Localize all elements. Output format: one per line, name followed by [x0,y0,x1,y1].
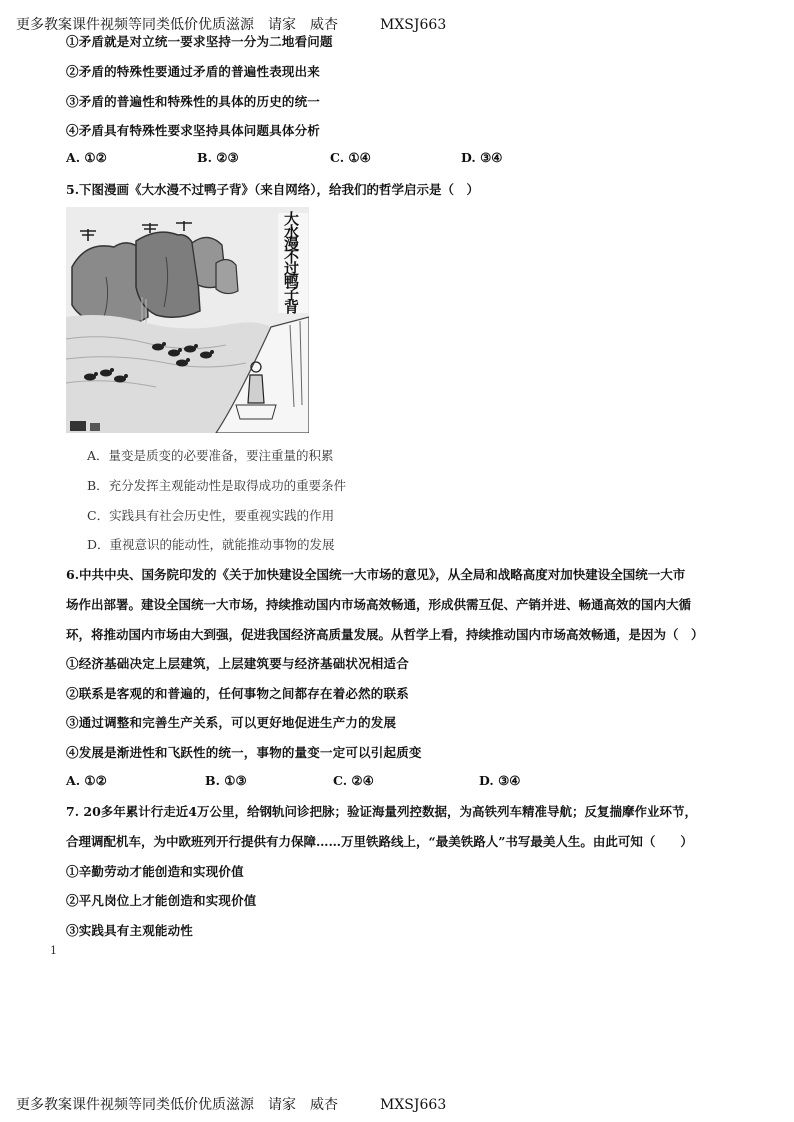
q7-item-1: ①辛勤劳动才能创造和实现价值 [66,864,244,879]
q4-option-c: C. ①④ [330,150,371,165]
q6-stem-line-2: 场作出部署。建设全国统一大市场，持续推动国内市场高效畅通，形成供需互促、产销并进、畅通高效的国内大循 [66,597,692,612]
q7-stem-line-2: 合理调配机车，为中欧班列开行提供有力保障……万里铁路线上，“最美铁路人”书写最美人生。由此可知（ ） [66,834,693,849]
q7-stem-line-1: 7. 20多年累计行走近4万公里，给钢轨问诊把脉；验证海量列控数据，为高铁列车精准导航；反复揣摩作业环节， [66,804,697,819]
q4-item-1: ①矛盾就是对立统一要求坚持一分为二地看问题 [66,34,333,49]
cartoon-title: 大水漫不过鸭子背 [284,210,300,316]
q6-item-2: ②联系是客观的和普遍的，任何事物之间都存在着必然的联系 [66,686,409,701]
q5-option-a: A．量变是质变的必要准备，要注重量的积累 [87,448,334,463]
q6-option-b: B. ①③ [205,773,247,788]
page-header: 更多教案课件视频等同类低价优质滋源 请家 威杏 MXSJ663 [16,17,447,33]
q4-option-d: D. ③④ [461,150,503,165]
q6-stem-line-3: 环，将推动国内市场由大到强，促进我国经济高质量发展。从哲学上看，持续推动国内市场高效畅通，是因为（ ） [66,627,704,642]
q5-stem: 5.下图漫画《大水漫不过鸭子背》（来自网络），给我们的哲学启示是（ ） [66,182,480,197]
q4-item-4: ④矛盾具有特殊性要求坚持具体问题具体分析 [66,123,321,138]
cartoon-illustration [66,207,309,433]
q4-option-a: A. ①② [66,150,107,165]
q7-item-2: ②平凡岗位上才能创造和实现价值 [66,893,257,908]
page-number: 1 [50,944,57,957]
q6-stem-line-1: 6.中共中央、国务院印发的《关于加快建设全国统一大市场的意见》，从全局和战略高度对加快建设全国统一大市 [66,567,686,582]
q4-item-3: ③矛盾的普遍性和特殊性的具体的历史的统一 [66,94,321,109]
q6-option-c: C. ②④ [333,773,374,788]
q5-option-d: D．重视意识的能动性，就能推动事物的发展 [87,537,335,552]
q7-item-3: ③实践具有主观能动性 [66,923,194,938]
q6-item-4: ④发展是渐进性和飞跃性的统一，事物的量变一定可以引起质变 [66,745,422,760]
q5-option-c: C．实践具有社会历史性，要重视实践的作用 [87,508,335,523]
q4-item-2: ②矛盾的特殊性要通过矛盾的普遍性表现出来 [66,64,321,79]
q4-option-b: B. ②③ [197,150,239,165]
cartoon-drawing [66,207,309,433]
q5-option-b: B．充分发挥主观能动性是取得成功的重要条件 [87,478,347,493]
q6-option-d: D. ③④ [479,773,521,788]
q6-option-a: A. ①② [66,773,107,788]
page-footer: 更多教案课件视频等同类低价优质滋源 请家 威杏 MXSJ663 [16,1097,447,1113]
q6-item-1: ①经济基础决定上层建筑，上层建筑要与经济基础状况相适合 [66,656,409,671]
q6-item-3: ③通过调整和完善生产关系，可以更好地促进生产力的发展 [66,715,397,730]
